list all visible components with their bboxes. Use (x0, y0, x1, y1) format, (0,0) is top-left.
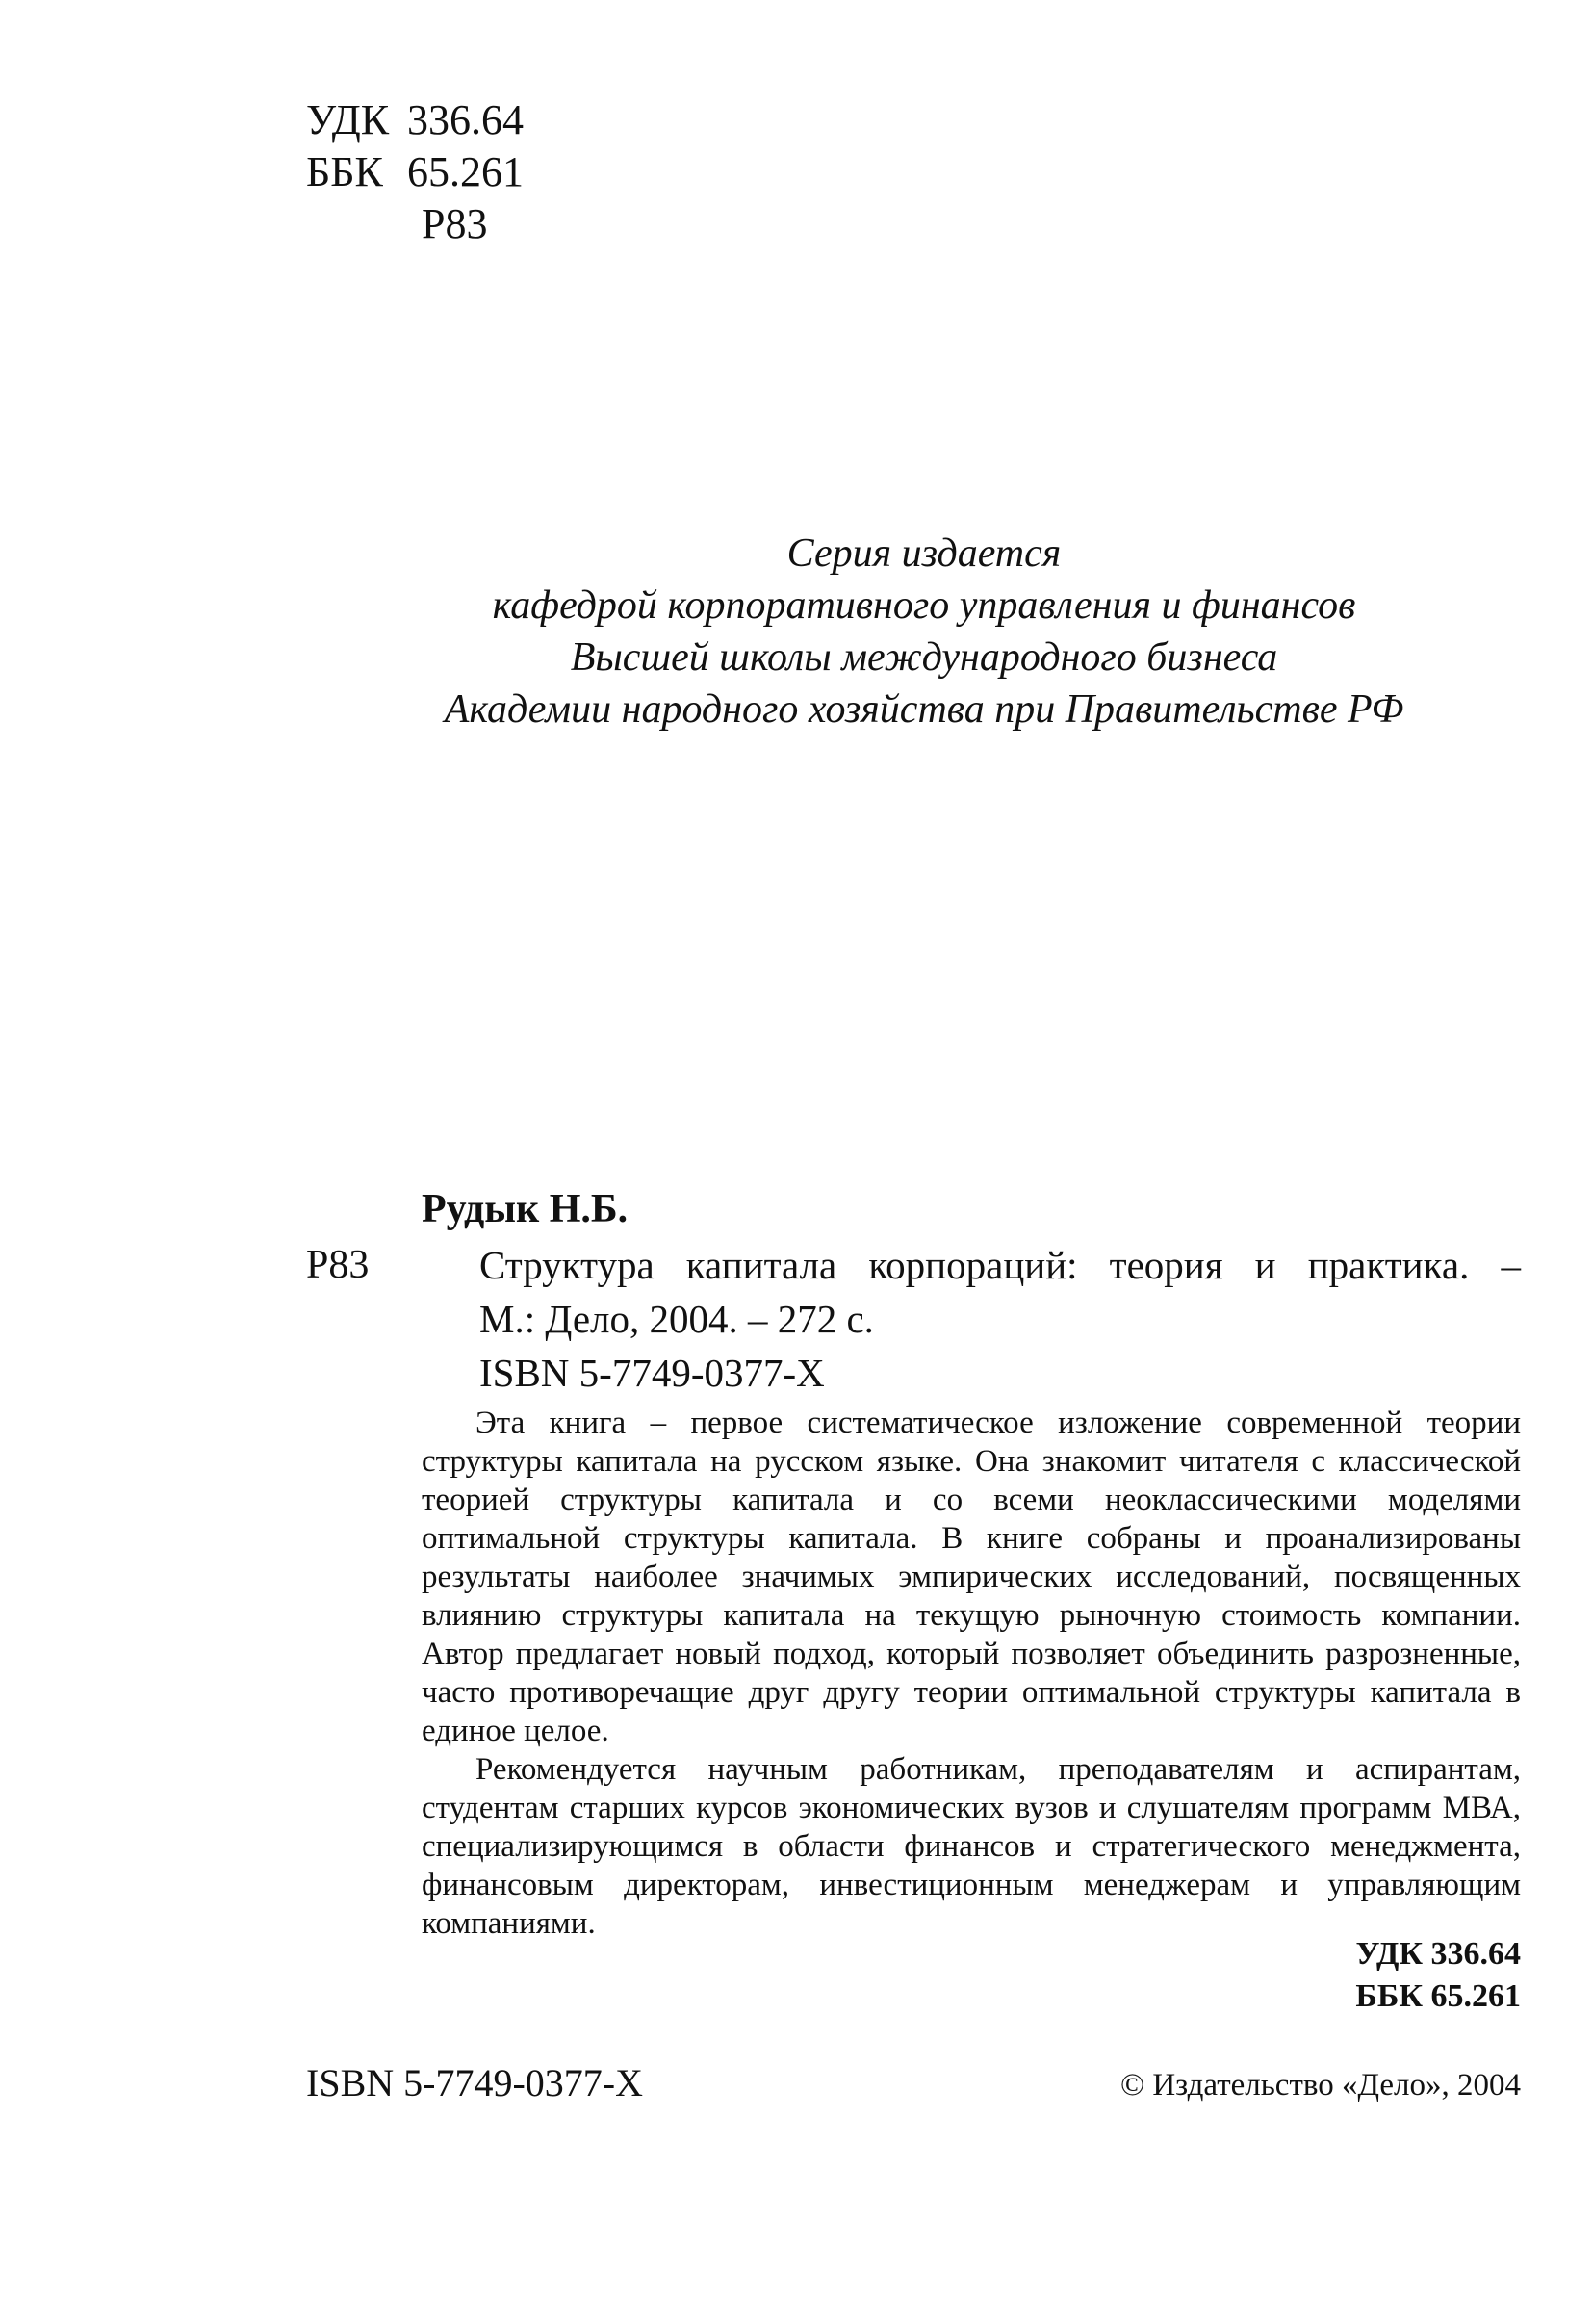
record-isbn: ISBN 5-7749-0377-Х (479, 1351, 825, 1395)
footer-isbn: ISBN 5-7749-0377-Х (306, 2061, 643, 2105)
imprint-line: М.: Дело, 2004. – 272 с. (479, 1297, 874, 1341)
classification-block-bottom (1355, 1933, 1521, 2018)
udk-bottom: УДК 336.64 (1355, 1936, 1521, 1972)
book-title: Структура капитала корпораций: теория и практика. – (479, 1243, 1521, 1287)
series-line-2: кафедрой корпоративного управления и финансов (492, 583, 1356, 628)
bbk-value: 65.261 (407, 148, 524, 195)
udk-value: 336.64 (407, 96, 524, 143)
copyright-notice: © Издательство «Дело», 2004 (1120, 2068, 1521, 2103)
author-mark-top: Р83 (422, 200, 488, 247)
series-statement (385, 528, 1463, 736)
annotation-paragraph-1: Эта книга – первое систематическое изложение современной теории структуры капитала на русском языке. Она знакомит читателя с классической теорией структуры капитала и со всеми неоклассическими моделями оптимальной структуры капитала. В книге собраны и проанализированы результаты наиболее значимых эмпирических исследований, посвященных влиянию структуры капитала на текущую рыночную стоимость компании. Автор предлагает новый подход, который позволяет объединить разрозненные, часто противоречащие друг другу теории оптимальной структуры капитала в единое целое. (422, 1406, 1521, 1748)
udk-label: УДК (306, 96, 390, 143)
author-mark: Р83 (306, 1243, 370, 1287)
annotation-paragraph-2: Рекомендуется научным работникам, преподавателям и аспирантам, студентам старших курсов экономических вузов и слушателям программ МВА, специализирующимся в области финансов и стратегического менеджмента, финансовым директорам, инвестиционным менеджерам и управляющим компаниями. (422, 1752, 1521, 1941)
series-line-1: Серия издается (786, 531, 1062, 576)
bbk-row (306, 146, 524, 198)
classification-block-top (306, 94, 524, 250)
bbk-bottom: ББК 65.261 (1355, 1978, 1521, 2014)
author-name: Рудык Н.Б. (422, 1187, 629, 1231)
bbk-label: ББК (306, 148, 383, 195)
series-line-4: Академии народного хозяйства при Правительстве РФ (444, 687, 1404, 732)
annotation (422, 1404, 1521, 1943)
series-line-3: Высшей школы международного бизнеса (570, 635, 1278, 680)
udk-row (306, 94, 524, 146)
